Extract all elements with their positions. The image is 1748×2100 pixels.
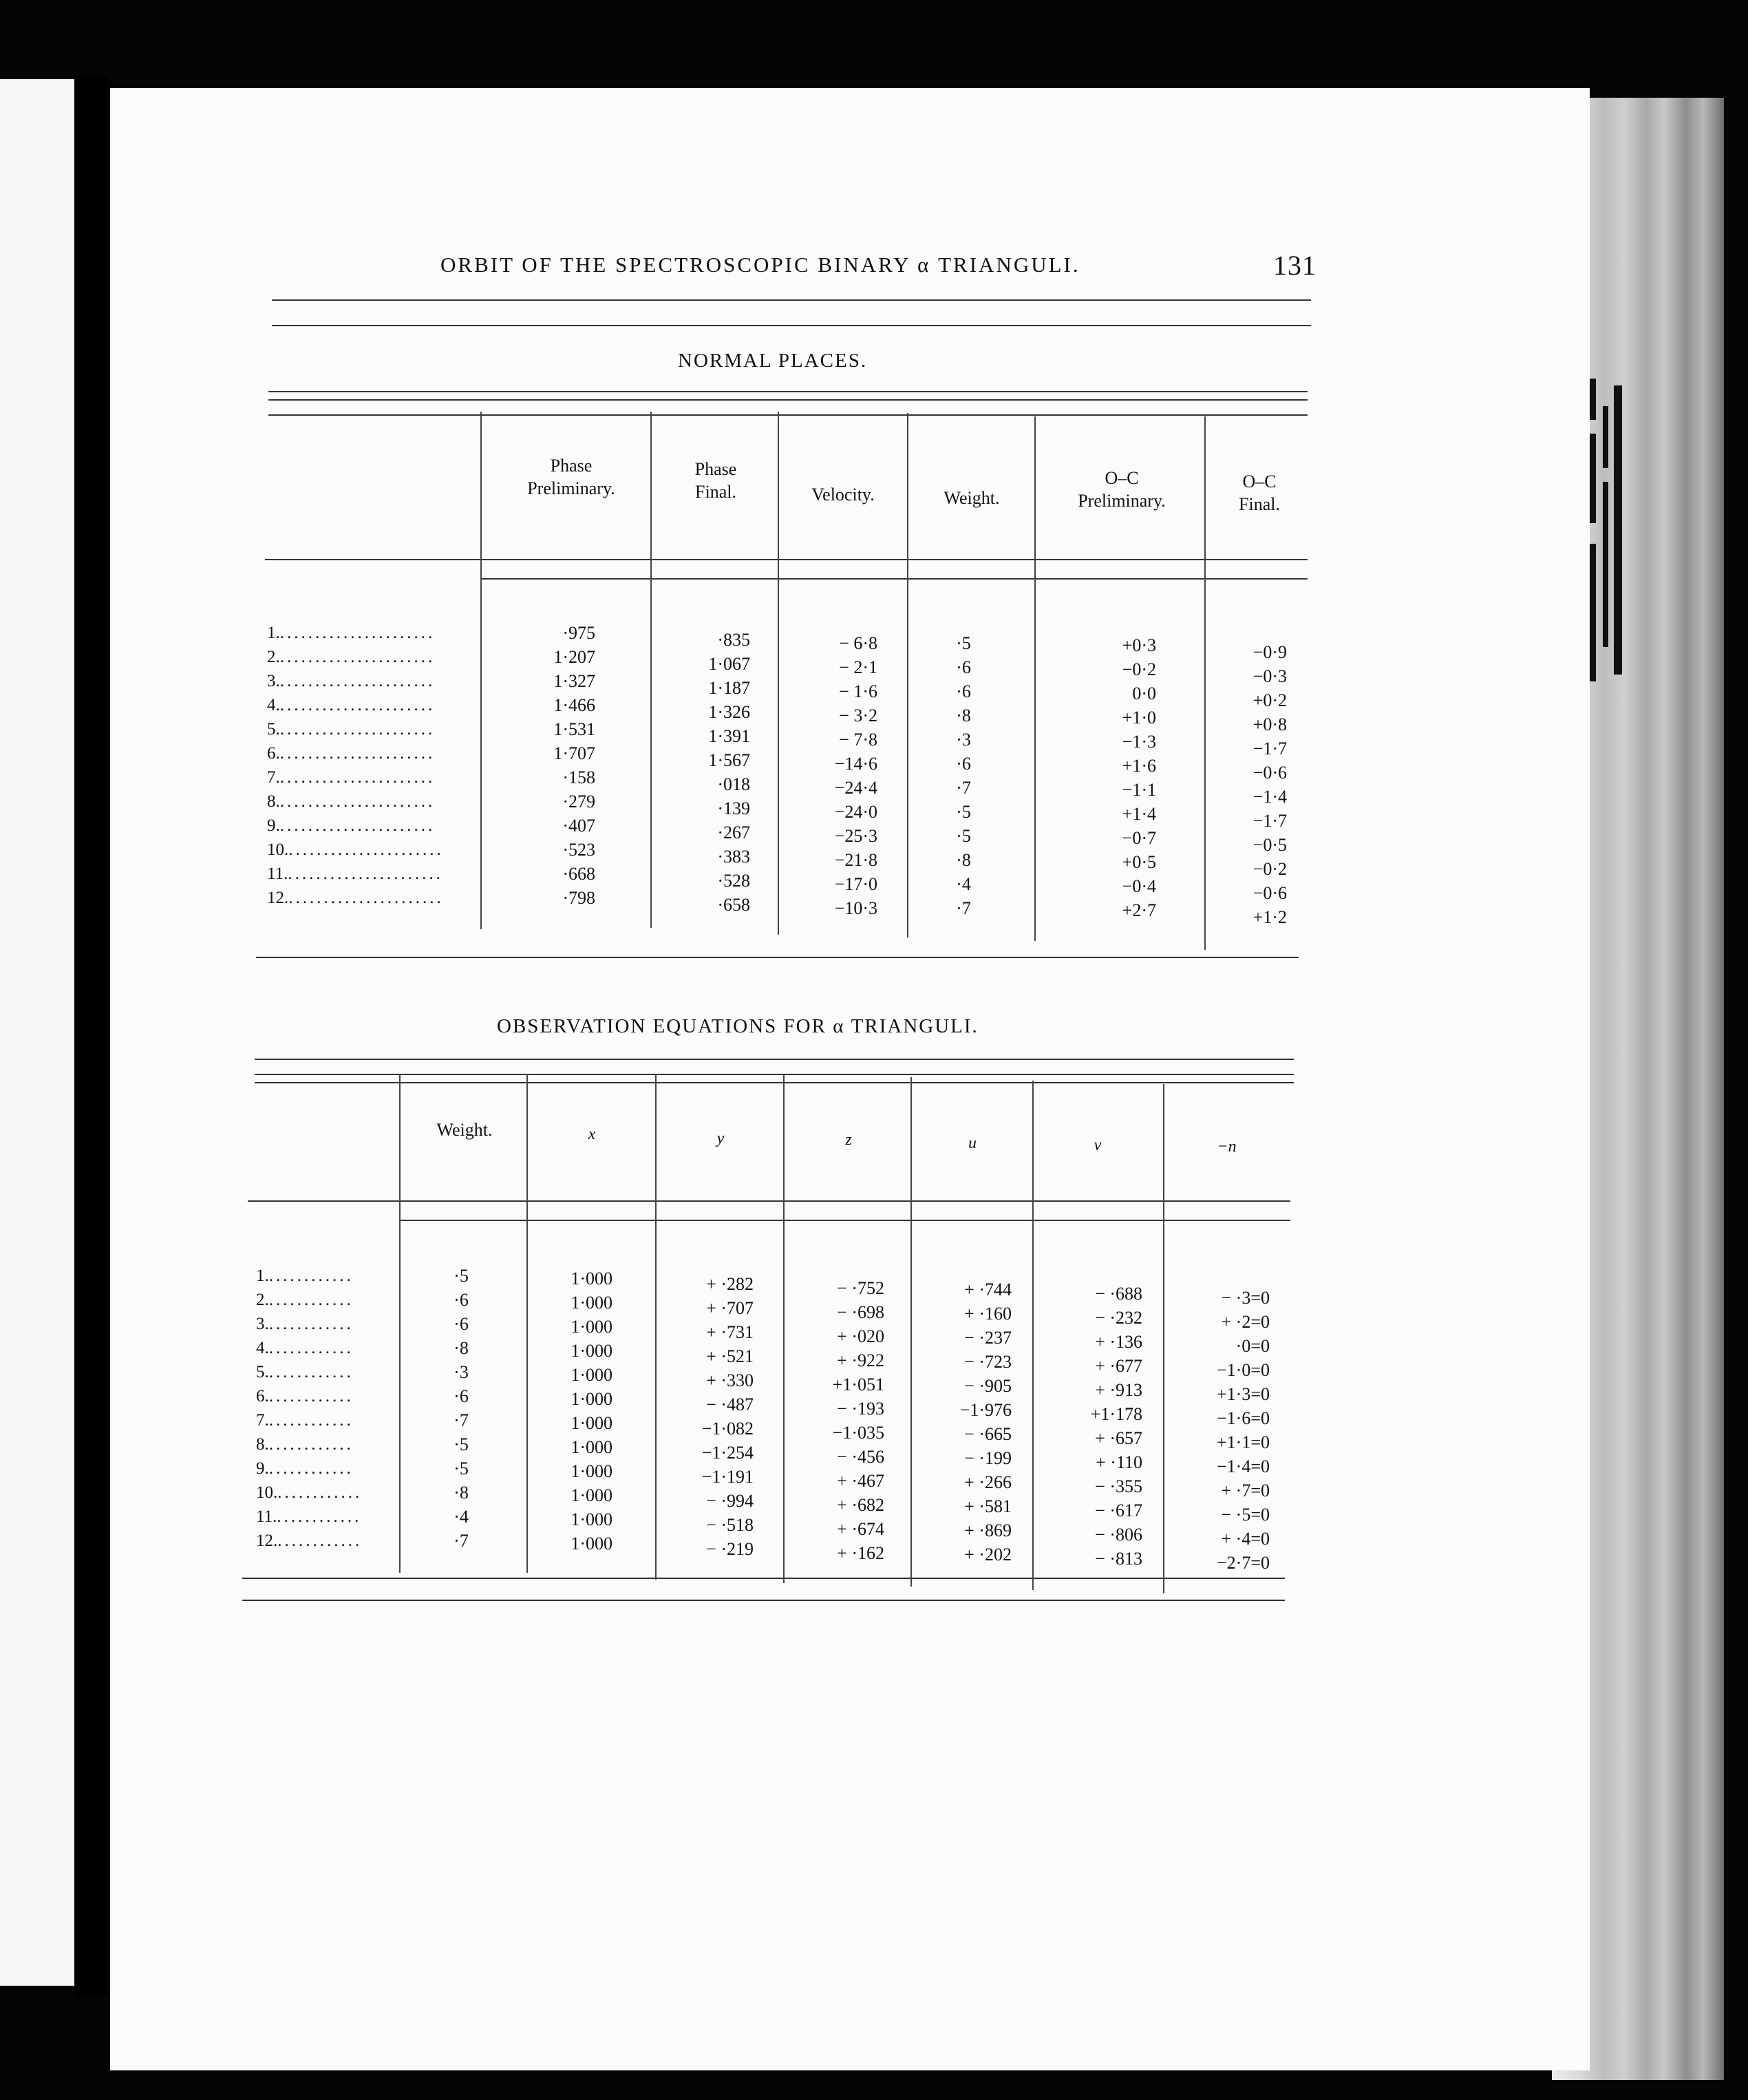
row-number: 6....................... [267, 744, 436, 763]
table-cell: 1·531 [553, 719, 595, 739]
table-cell: −1·254 [701, 1443, 754, 1463]
header-velocity: Velocity. [811, 485, 875, 505]
oe-u-column [939, 1277, 1012, 1567]
table-cell: 0·0 [1132, 683, 1156, 703]
table-cell: −0·5 [1253, 835, 1287, 855]
header-weight: Weight. [436, 1120, 493, 1140]
table-cell: 1·000 [571, 1389, 612, 1409]
table-cell: − ·232 [1095, 1308, 1142, 1328]
table-cell: + ·282 [706, 1274, 754, 1294]
table-cell: + ·521 [706, 1346, 754, 1366]
table-cell: ·798 [562, 888, 595, 908]
row-number: 9............. [256, 1459, 354, 1478]
table-cell: −1·0=0 [1217, 1360, 1270, 1380]
row-number: 1............. [256, 1266, 354, 1285]
oe-col-divider [910, 1077, 912, 1587]
table-cell: ·8 [454, 1338, 469, 1358]
table-cell: ·6 [454, 1314, 469, 1334]
oe-col-divider [1163, 1084, 1164, 1593]
header-oc-final: O–C Final. [1239, 471, 1280, 514]
table-cell: +1·2 [1253, 907, 1287, 927]
table-cell: ·8 [454, 1483, 469, 1503]
table-cell: − ·813 [1095, 1549, 1142, 1569]
table-cell: − 2·1 [839, 657, 877, 677]
table-cell: −0·6 [1253, 883, 1287, 903]
table-cell: 1·000 [571, 1293, 612, 1313]
table-cell: −0·2 [1122, 659, 1156, 679]
header-rule-2 [272, 325, 1311, 326]
np-col-divider [778, 412, 779, 935]
table-cell: + ·707 [706, 1298, 754, 1318]
header-x: x [588, 1125, 596, 1143]
table-cell: −1·4=0 [1217, 1456, 1270, 1476]
row-number: 8............. [256, 1435, 354, 1454]
table-cell: 1·327 [553, 671, 595, 691]
header-z: z [845, 1131, 852, 1149]
row-number: 1....................... [267, 624, 436, 642]
header-minus-n: −n [1217, 1138, 1237, 1156]
table-cell: + ·922 [837, 1350, 884, 1370]
table-cell: 1·000 [571, 1365, 612, 1385]
table-cell: −1·7 [1253, 811, 1287, 831]
table-cell: −1·082 [701, 1419, 754, 1439]
table-cell: − ·193 [837, 1399, 884, 1419]
running-head: ORBIT OF THE SPECTROSCOPIC BINARY α TRIANGULI. [440, 253, 1080, 277]
oe-x-column [544, 1266, 612, 1556]
table-cell: ·018 [717, 774, 750, 794]
table-cell: +0·2 [1253, 690, 1287, 710]
table-cell: ·8 [956, 706, 971, 725]
table-cell: ·3 [454, 1362, 469, 1382]
table-cell: ·6 [454, 1290, 469, 1310]
table-cell: ·7 [454, 1531, 469, 1551]
row-number: 4....................... [267, 696, 436, 714]
table-cell: + ·7=0 [1221, 1481, 1270, 1500]
table-cell: 1·567 [708, 750, 750, 770]
table-cell: −1·191 [701, 1467, 754, 1487]
np-oc-final-column [1218, 640, 1287, 929]
table-cell: −1·976 [959, 1400, 1012, 1420]
table-cell: −1·1 [1122, 780, 1156, 800]
oe-top-rule-2 [255, 1074, 1294, 1075]
table-cell: 1·391 [708, 726, 750, 746]
table-cell: ·158 [562, 767, 595, 787]
table-cell: +1·3=0 [1217, 1384, 1270, 1404]
table-cell: − ·905 [964, 1376, 1012, 1396]
table-cell: ·0=0 [1235, 1336, 1270, 1356]
table-cell: ·139 [717, 798, 750, 818]
table-cell: −1·7 [1253, 739, 1287, 759]
row-number: 4............. [256, 1339, 354, 1357]
row-number: 3............. [256, 1315, 354, 1333]
table-cell: − 1·6 [839, 681, 877, 701]
table-cell: − 3·2 [839, 706, 877, 725]
table-cell: 1·207 [553, 647, 595, 667]
table-cell: ·5 [956, 826, 971, 846]
table-cell: −0·4 [1122, 876, 1156, 896]
oe-bottom-rule-2 [242, 1600, 1285, 1601]
table-cell: + ·160 [964, 1304, 1012, 1324]
table-cell: − ·487 [706, 1394, 754, 1414]
table-cell: −0·6 [1253, 763, 1287, 783]
oe-col-divider [399, 1074, 401, 1573]
table-cell: + ·202 [964, 1545, 1012, 1565]
np-velocity-column [791, 631, 877, 920]
normal-places-caption: NORMAL PLACES. [678, 350, 868, 372]
table-cell: − ·199 [964, 1448, 1012, 1468]
table-cell: 1·326 [708, 702, 750, 722]
table-cell: − ·994 [706, 1491, 754, 1511]
table-cell: ·7 [454, 1410, 469, 1430]
table-cell: ·6 [454, 1386, 469, 1406]
np-phase-final-column [654, 628, 750, 917]
oe-header-rule-2 [399, 1220, 1290, 1221]
row-number: 7....................... [267, 768, 436, 787]
table-cell: ·668 [562, 864, 595, 884]
header-y: y [716, 1129, 725, 1147]
table-cell: 1·707 [553, 743, 595, 763]
oe-top-rule-3 [255, 1082, 1294, 1083]
table-cell: ·5 [454, 1434, 469, 1454]
row-number: 10............. [256, 1483, 363, 1502]
row-number: 5............. [256, 1363, 354, 1381]
table-cell: ·6 [956, 657, 971, 677]
table-cell: 1·000 [571, 1534, 612, 1553]
table-cell: + ·581 [964, 1496, 1012, 1516]
table-cell: + ·657 [1095, 1428, 1142, 1448]
oe-col-divider [655, 1074, 657, 1580]
table-cell: 1·466 [553, 695, 595, 715]
np-col-divider [907, 413, 908, 937]
table-cell: + ·467 [837, 1471, 884, 1491]
table-cell: + ·731 [706, 1322, 754, 1342]
row-number: 12....................... [267, 889, 444, 907]
oe-minus-n-column [1184, 1286, 1270, 1575]
table-cell: −24·4 [834, 778, 877, 798]
np-bottom-rule [256, 957, 1299, 958]
page-number: 131 [1273, 250, 1317, 281]
table-cell: + ·2=0 [1221, 1312, 1270, 1332]
table-cell: 1·000 [571, 1437, 612, 1457]
table-cell: +1·6 [1122, 756, 1156, 776]
table-cell: − ·355 [1095, 1476, 1142, 1496]
table-cell: −0·9 [1253, 642, 1287, 662]
table-cell: + ·682 [837, 1495, 884, 1515]
np-col-divider [1204, 416, 1206, 950]
header-v: v [1094, 1136, 1102, 1154]
table-cell: − ·698 [837, 1302, 884, 1322]
np-phase-preliminary-column [502, 621, 595, 910]
table-cell: −24·0 [834, 802, 877, 822]
table-cell: ·6 [956, 754, 971, 774]
observation-equations-caption: OBSERVATION EQUATIONS FOR α TRIANGULI. [497, 1015, 979, 1037]
table-cell: 1·000 [571, 1485, 612, 1505]
table-cell: ·8 [956, 850, 971, 870]
oe-top-rule [255, 1059, 1294, 1060]
np-row-labels [267, 621, 473, 910]
table-cell: + ·674 [837, 1519, 884, 1539]
table-cell: −0·3 [1253, 666, 1287, 686]
header-phase-preliminary: Phase Preliminary. [527, 456, 615, 498]
table-cell: + ·136 [1095, 1332, 1142, 1352]
table-cell: +1·1=0 [1217, 1432, 1270, 1452]
table-cell: +1·0 [1122, 708, 1156, 728]
table-cell: − 7·8 [839, 730, 877, 750]
table-cell: + ·869 [964, 1520, 1012, 1540]
row-number: 2....................... [267, 648, 436, 666]
table-cell: ·4 [454, 1507, 469, 1527]
table-cell: +2·7 [1122, 900, 1156, 920]
table-cell: − ·617 [1095, 1500, 1142, 1520]
np-top-rule-2 [268, 399, 1308, 401]
header-phase-final: Phase Final. [694, 459, 737, 502]
row-number: 10....................... [267, 840, 444, 859]
table-cell: + ·4=0 [1221, 1529, 1270, 1549]
np-top-rule [268, 391, 1308, 392]
row-number: 11....................... [267, 865, 443, 883]
header-rule [272, 299, 1311, 301]
table-cell: − ·518 [706, 1515, 754, 1535]
header-weight: Weight. [944, 488, 1000, 508]
oe-col-divider [783, 1075, 785, 1583]
table-cell: 1·067 [708, 654, 750, 674]
table-cell: ·3 [956, 730, 971, 750]
table-cell: −10·3 [834, 898, 877, 918]
oe-weight-column [434, 1264, 489, 1553]
np-oc-preliminary-column [1080, 633, 1156, 922]
table-cell: ·279 [562, 792, 595, 812]
row-number: 9....................... [267, 816, 436, 835]
table-cell: ·4 [956, 874, 971, 894]
table-cell: + ·913 [1095, 1380, 1142, 1400]
table-cell: ·383 [717, 847, 750, 867]
oe-z-column [812, 1276, 884, 1565]
oe-row-labels [256, 1264, 394, 1553]
table-cell: ·975 [562, 623, 595, 643]
table-cell: 1·000 [571, 1413, 612, 1433]
table-cell: +0·5 [1122, 852, 1156, 872]
table-cell: − ·237 [964, 1328, 1012, 1348]
table-cell: +0·3 [1122, 635, 1156, 655]
row-number: 2............. [256, 1291, 354, 1309]
table-cell: 1·000 [571, 1509, 612, 1529]
oe-col-divider [526, 1074, 528, 1573]
table-cell: 1·000 [571, 1269, 612, 1288]
table-cell: − ·5=0 [1221, 1505, 1270, 1525]
table-cell: + ·744 [964, 1280, 1012, 1300]
row-number: 5....................... [267, 720, 436, 739]
table-cell: − ·723 [964, 1352, 1012, 1372]
oe-bottom-rule [242, 1578, 1285, 1579]
table-cell: + ·020 [837, 1326, 884, 1346]
table-cell: +1·4 [1122, 804, 1156, 824]
table-cell: ·7 [956, 898, 971, 918]
table-cell: − ·752 [837, 1278, 884, 1298]
np-top-rule-3 [268, 414, 1308, 416]
book-gutter [74, 76, 107, 1996]
table-cell: −0·2 [1253, 859, 1287, 879]
table-cell: ·528 [717, 871, 750, 891]
table-cell: + ·162 [837, 1543, 884, 1563]
row-number: 6............. [256, 1387, 354, 1406]
header-u: u [968, 1134, 977, 1152]
table-cell: − ·219 [706, 1539, 754, 1559]
table-cell: + ·110 [1096, 1452, 1142, 1472]
table-cell: + ·330 [706, 1370, 754, 1390]
table-cell: −2·7=0 [1217, 1553, 1270, 1573]
table-cell: ·6 [956, 681, 971, 701]
row-number: 3....................... [267, 672, 436, 690]
row-number: 12............. [256, 1531, 363, 1550]
table-cell: 1·187 [708, 678, 750, 698]
table-cell: − ·688 [1095, 1284, 1142, 1304]
table-cell: ·5 [454, 1459, 469, 1478]
page-header [440, 249, 1335, 290]
table-cell: −1·6=0 [1217, 1408, 1270, 1428]
table-cell: +1·051 [832, 1375, 884, 1394]
np-col-divider [1034, 416, 1036, 941]
table-cell: − ·456 [837, 1447, 884, 1467]
table-cell: ·523 [562, 840, 595, 860]
table-cell: −1·3 [1122, 732, 1156, 752]
table-cell: +0·8 [1253, 714, 1287, 734]
table-cell: − ·806 [1095, 1525, 1142, 1545]
table-cell: ·658 [717, 895, 750, 915]
table-cell: − ·3=0 [1221, 1288, 1270, 1308]
oe-v-column [1070, 1282, 1142, 1571]
table-cell: −14·6 [834, 754, 877, 774]
row-number: 8....................... [267, 792, 436, 811]
oe-y-column [681, 1272, 754, 1561]
table-cell: 1·000 [571, 1317, 612, 1337]
np-header-rule [265, 559, 1308, 560]
oe-col-divider [1032, 1081, 1034, 1590]
table-cell: + ·677 [1095, 1356, 1142, 1376]
np-col-divider [480, 412, 482, 929]
np-header-rule-2 [482, 578, 1308, 580]
header-oc-preliminary: O–C Preliminary. [1078, 468, 1166, 511]
row-number: 11............. [256, 1507, 362, 1526]
table-cell: −25·3 [834, 826, 877, 846]
table-cell: ·835 [717, 630, 750, 650]
table-cell: −21·8 [834, 850, 877, 870]
np-weight-column [936, 631, 991, 920]
table-cell: −1·035 [832, 1423, 884, 1443]
table-cell: + ·266 [964, 1472, 1012, 1492]
oe-header-rule [248, 1200, 1290, 1202]
table-cell: ·7 [956, 778, 971, 798]
table-cell: +1·178 [1090, 1404, 1142, 1424]
table-cell: ·407 [562, 816, 595, 836]
table-cell: − ·665 [964, 1424, 1012, 1444]
table-cell: −0·7 [1122, 828, 1156, 848]
table-cell: ·5 [956, 633, 971, 653]
row-number: 7............. [256, 1411, 354, 1430]
table-cell: 1·000 [571, 1461, 612, 1481]
table-cell: ·5 [956, 802, 971, 822]
printed-page [110, 88, 1590, 2070]
table-cell: − 6·8 [839, 633, 877, 653]
table-cell: ·5 [454, 1266, 469, 1286]
table-cell: 1·000 [571, 1341, 612, 1361]
table-cell: −1·4 [1253, 787, 1287, 807]
table-cell: −17·0 [834, 874, 877, 894]
table-cell: ·267 [717, 823, 750, 842]
